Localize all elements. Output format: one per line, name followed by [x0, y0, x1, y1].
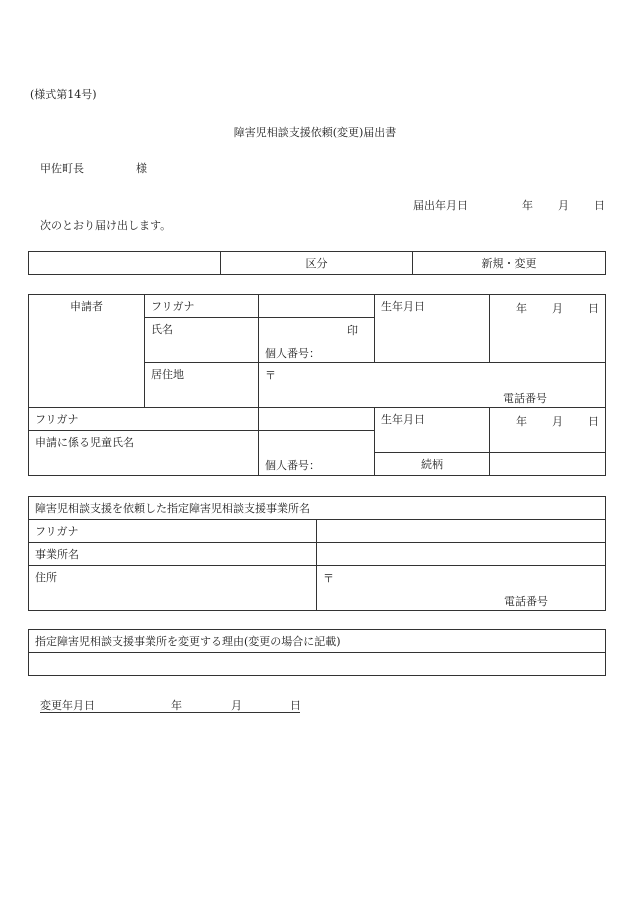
category-value[interactable]: 新規・変更 [413, 252, 606, 275]
child-relationship-field[interactable] [490, 453, 606, 476]
change-date-year: 年 [171, 699, 182, 712]
applicant-address-field[interactable] [259, 363, 606, 408]
applicant-table [28, 294, 606, 476]
change-date-month: 月 [231, 699, 242, 712]
form-id: (様式第14号) [30, 88, 97, 101]
child-dob-day: 日 [588, 415, 599, 428]
applicant-dob-day: 日 [588, 302, 599, 315]
applicant-header: 申請者 [29, 295, 145, 408]
change-date-day: 日 [290, 699, 301, 712]
provider-address-label: 住所 [29, 566, 317, 611]
applicant-dob-label: 生年月日 [375, 295, 490, 363]
filing-date-month: 月 [558, 199, 569, 212]
applicant-personal-number-label: 個人番号： [265, 347, 320, 360]
applicant-seal-mark: 印 [347, 324, 358, 337]
reason-header: 指定障害児相談支援事業所を変更する理由(変更の場合に記載) [29, 630, 606, 653]
reason-field[interactable] [29, 653, 606, 676]
applicant-postal-mark: 〒 [265, 369, 276, 382]
category-label: 区分 [221, 252, 413, 275]
provider-phone-label: 電話番号 [504, 595, 548, 608]
applicant-dob-year: 年 [516, 302, 527, 315]
applicant-phone-label: 電話番号 [503, 392, 547, 405]
child-dob-label: 生年月日 [375, 408, 490, 453]
intro-text: 次のとおり届け出します。 [40, 219, 172, 232]
change-date-label: 変更年月日 [40, 699, 95, 712]
reason-table [28, 629, 606, 676]
provider-address-field[interactable] [317, 566, 606, 611]
child-furigana-label: フリガナ [29, 408, 259, 431]
provider-office-name-field[interactable] [317, 543, 606, 566]
child-personal-number-label: 個人番号： [265, 459, 320, 472]
child-dob-year: 年 [516, 415, 527, 428]
filing-date-year: 年 [522, 199, 533, 212]
child-relationship-label: 続柄 [375, 453, 490, 476]
page-title: 障害児相談支援依頼(変更)届出書 [233, 126, 397, 139]
child-furigana-field[interactable] [259, 408, 375, 431]
provider-furigana-field[interactable] [317, 520, 606, 543]
addressee-honorific: 様 [136, 162, 147, 175]
filing-date-day: 日 [594, 199, 605, 212]
category-blank-cell[interactable] [29, 252, 221, 275]
provider-office-name-label: 事業所名 [29, 543, 317, 566]
applicant-furigana-label: フリガナ [145, 295, 259, 318]
child-dob-month: 月 [552, 415, 563, 428]
applicant-dob-field[interactable] [490, 295, 606, 363]
change-date-line[interactable] [40, 697, 300, 713]
provider-header: 障害児相談支援を依頼した指定障害児相談支援事業所名 [29, 497, 606, 520]
addressee-name: 甲佐町長 [40, 162, 84, 175]
provider-table [28, 496, 606, 611]
child-name-field[interactable] [259, 431, 375, 476]
applicant-name-label: 氏名 [145, 318, 259, 363]
applicant-furigana-field[interactable] [259, 295, 375, 318]
child-dob-field[interactable] [490, 408, 606, 453]
provider-postal-mark: 〒 [323, 572, 334, 585]
child-name-label: 申請に係る児童氏名 [29, 431, 259, 476]
applicant-address-label: 居住地 [145, 363, 259, 408]
provider-furigana-label: フリガナ [29, 520, 317, 543]
applicant-name-field[interactable] [259, 318, 375, 363]
filing-date-label: 届出年月日 [413, 199, 468, 212]
category-table [28, 251, 606, 275]
applicant-dob-month: 月 [552, 302, 563, 315]
